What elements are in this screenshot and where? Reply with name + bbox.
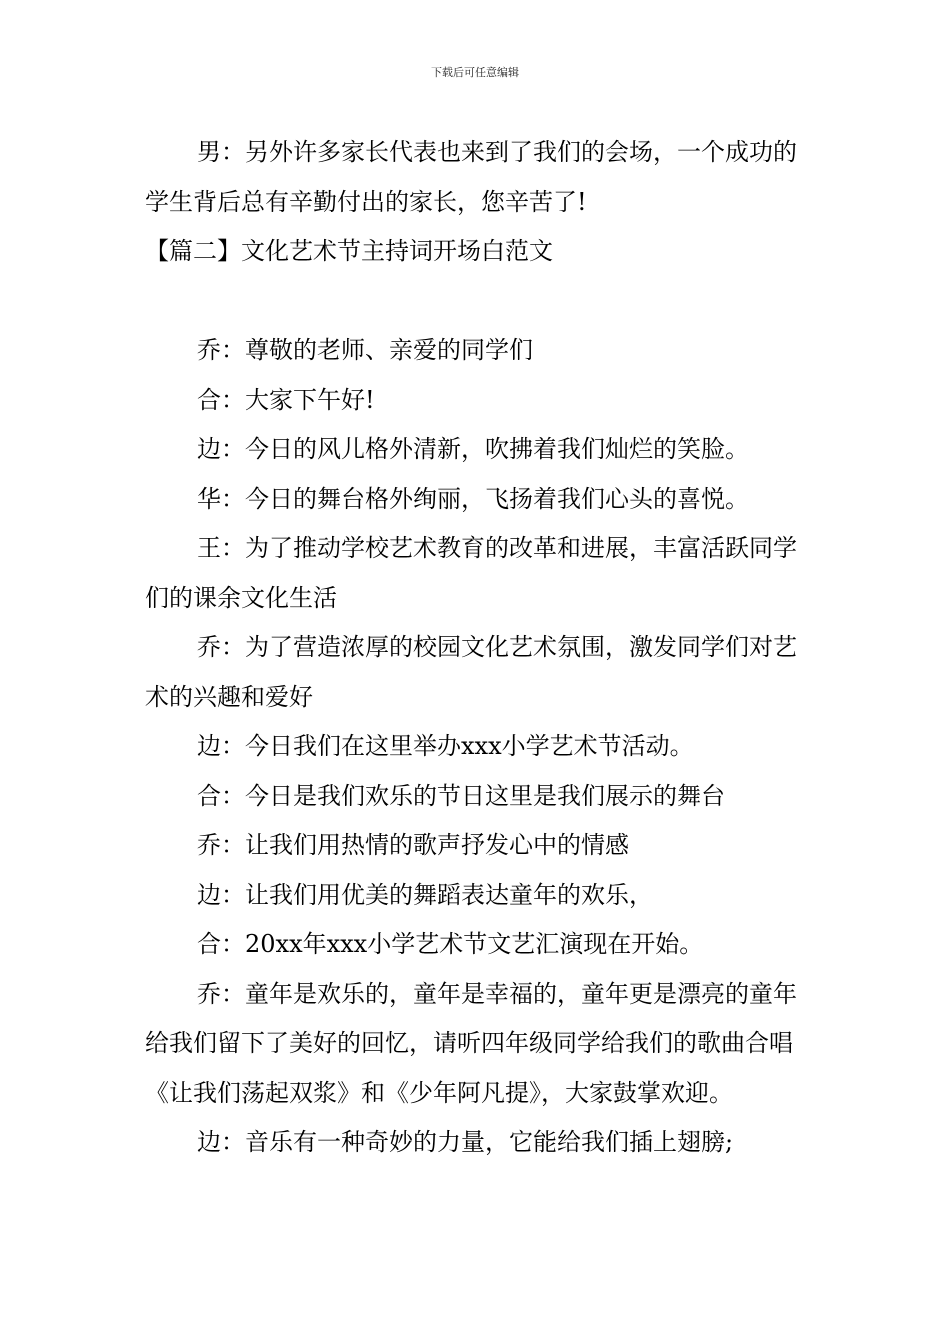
paragraph: 乔：让我们用热情的歌声抒发心中的情感 <box>197 831 629 859</box>
document-body <box>145 128 810 1168</box>
paragraph-parent-representatives: 男：另外许多家长代表也来到了我们的会场，一个成功的学生背后总有辛勤付出的家长，您辛苦了! <box>145 138 797 216</box>
paragraph: 边：让我们用优美的舞蹈表达童年的欢乐， <box>197 880 653 909</box>
page-header-note: 下载后可任意编辑 <box>431 66 519 79</box>
paragraph: 华：今日的舞台格外绚丽，飞扬着我们心头的喜悦。 <box>197 484 749 513</box>
paragraph: 合：今日是我们欢乐的节日这里是我们展示的舞台 <box>197 781 725 810</box>
paragraph: 边：今日的风儿格外清新，吹拂着我们灿烂的笑脸。 <box>197 435 749 463</box>
paragraph: 乔：为了营造浓厚的校园文化艺术氛围，激发同学们对艺术的兴趣和爱好 <box>145 633 797 711</box>
paragraph: 乔：尊敬的老师、亲爱的同学们 <box>197 336 533 364</box>
paragraph: 边：今日我们在这里举办xxx小学艺术节活动。 <box>197 732 694 760</box>
paragraph: 王：为了推动学校艺术教育的改革和进展，丰富活跃同学们的课余文化生活 <box>145 534 797 612</box>
paragraph: 乔：童年是欢乐的，童年是幸福的，童年更是漂亮的童年给我们留下了美好的回忆，请听四年级同学给我们的歌曲合唱《让我们荡起双浆》和《少年阿凡提》，大家鼓掌欢迎。 <box>145 979 797 1107</box>
section-title: 【篇二】文化艺术节主持词开场白范文 <box>145 237 553 265</box>
paragraph: 边：音乐有一种奇妙的力量，它能给我们插上翅膀; <box>197 1128 734 1156</box>
paragraph: 合：20xx年xxx小学艺术节文艺汇演现在开始。 <box>197 930 704 958</box>
paragraph: 合：大家下午好! <box>197 385 375 414</box>
